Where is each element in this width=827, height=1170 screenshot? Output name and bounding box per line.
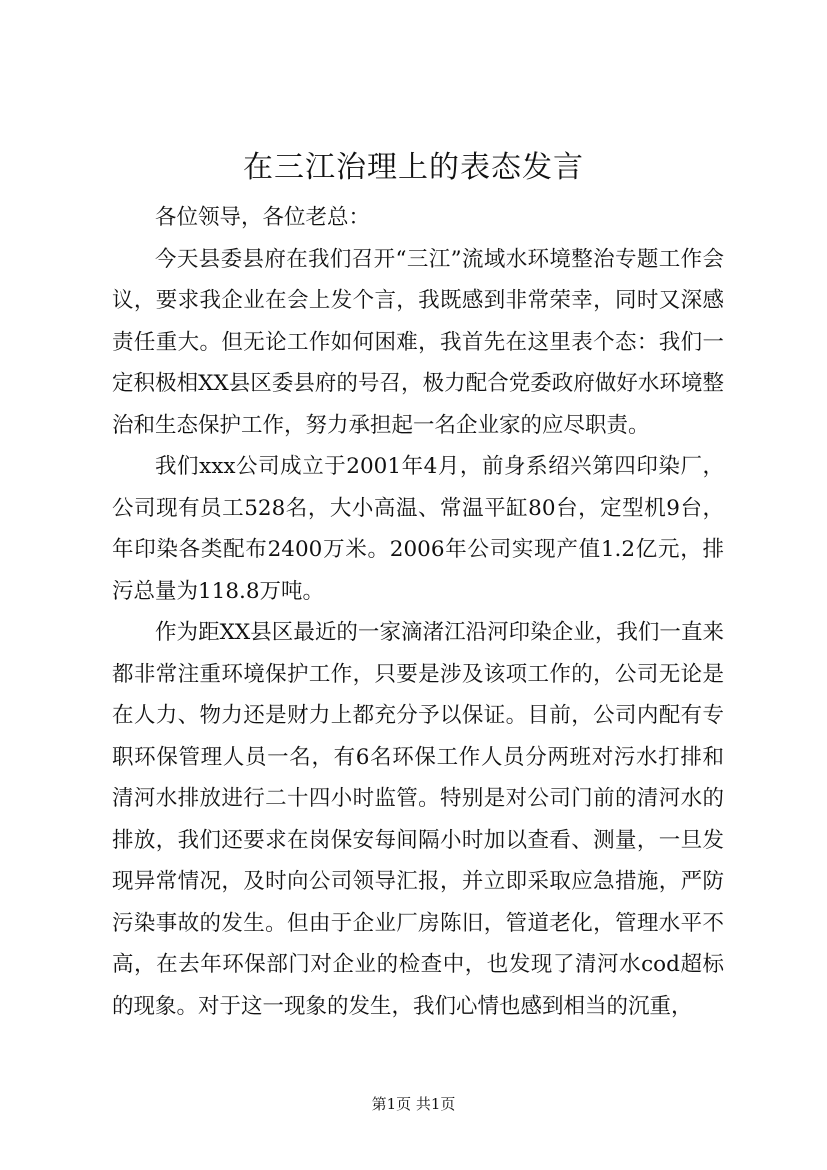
paragraph-3: 作为距XX县区最近的一家滴渚江沿河印染企业，我们一直来都非常注重环境保护工作，只要是涉及该项工作的，公司无论是在人力、物力还是财力上都充分予以保证。目前，公司内配有专职环保管理人员一名，有6名环保工作人员分两班对污水打排和清河水排放进行二十四小时监管。特别是对公司门前的清河水的排放，我们还要求在岗保安每间隔小时加以查看、测量，一旦发现异常情况，及时向公司领导汇报，并立即采取应急措施，严防污染事故的发生。但由于企业厂房陈旧，管道老化，管理水平不高，在去年环保部门对企业的检查中，也发现了清河水cod超标的现象。对于这一现象的发生，我们心情也感到相当的沉重， — [112, 620, 724, 1019]
salutation: 各位领导，各位老总： — [155, 205, 371, 230]
page-footer: 第1页 共1页 — [371, 1095, 456, 1113]
document-title: 在三江治理上的表态发言 — [243, 150, 584, 185]
document-body — [112, 197, 724, 1027]
paragraph-2: 我们xxx公司成立于2001年4月，前身系绍兴第四印染厂，公司现有员工528名，大小高温、常温平缸80台，定型机9台，年印染各类配布2400万米。2006年公司实现产值1.2亿元，排污总量为118.8万吨。 — [112, 454, 724, 604]
paragraph-1: 今天县委县府在我们召开“三江”流域水环境整治专题工作会议，要求我企业在会上发个言，我既感到非常荣幸，同时又深感责任重大。但无论工作如何困难，我首先在这里表个态：我们一定积极相XX县区委县府的号召，极力配合党委政府做好水环境整治和生态保护工作，努力承担起一名企业家的应尽职责。 — [112, 246, 724, 438]
